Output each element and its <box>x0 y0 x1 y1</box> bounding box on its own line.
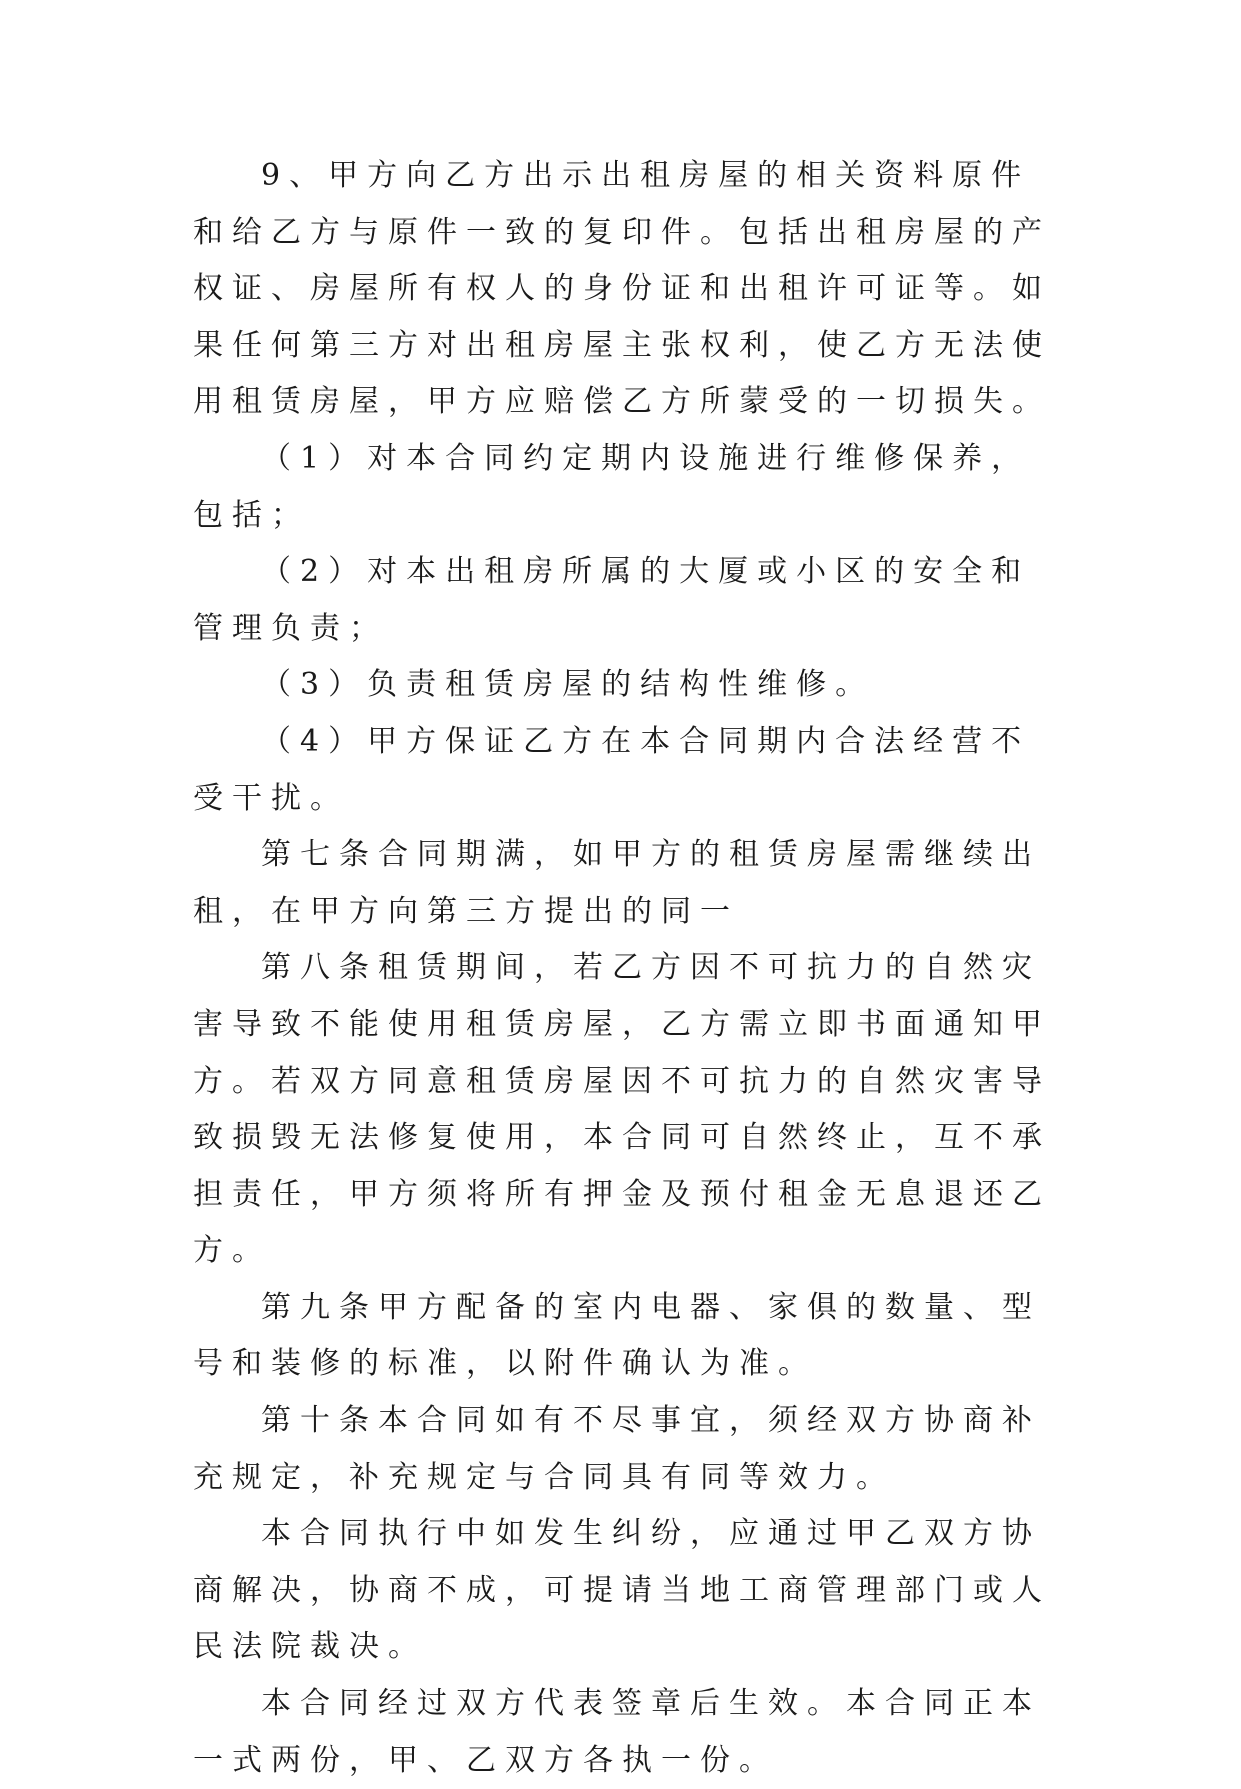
paragraph-item-1: （1）对本合同约定期内设施进行维修保养，包括； <box>193 440 1031 533</box>
paragraph-article-7: 第七条合同期满，如甲方的租赁房屋需继续出租，在甲方向第三方提出的同一 <box>193 837 1041 929</box>
paragraph-dispute-resolution: 本合同执行中如发生纠纷，应通过甲乙双方协商解决，协商不成，可提请当地工商管理部门或人民法院裁决。 <box>193 1516 1051 1665</box>
paragraph-article-10: 第十条本合同如有不尽事宜，须经双方协商补充规定，补充规定与合同具有同等效力。 <box>193 1403 1041 1495</box>
paragraph-item-4: （4）甲方保证乙方在本合同期内合法经营不受干扰。 <box>193 723 1031 816</box>
paragraph-effectiveness: 本合同经过双方代表签章后生效。本合同正本一式两份，甲、乙双方各执一份。 <box>193 1686 1041 1778</box>
document-page <box>193 148 1053 1789</box>
paragraph-article-9: 第九条甲方配备的室内电器、家俱的数量、型号和装修的标准，以附件确认为准。 <box>193 1289 1041 1382</box>
paragraph-clause-9: 9、甲方向乙方出示出租房屋的相关资料原件和给乙方与原件一致的复印件。包括出租房屋的产权证、房屋所有权人的身份证和出租许可证等。如果任何第三方对出租房屋主张权利，使乙方无法使用租赁房屋，甲方应赔偿乙方所蒙受的一切损失。 <box>193 158 1051 420</box>
paragraph-item-2: （2）对本出租房所属的大厦或小区的安全和管理负责； <box>193 554 1031 646</box>
paragraph-article-8: 第八条租赁期间，若乙方因不可抗力的自然灾害导致不能使用租赁房屋，乙方需立即书面通知甲方。若双方同意租赁房屋因不可抗力的自然灾害导致损毁无法修复使用，本合同可自然终止，互不承担责任，甲方须将所有押金及预付租金无息退还乙方。 <box>193 950 1051 1269</box>
paragraph-item-3: （3）负责租赁房屋的结构性维修。 <box>261 667 875 703</box>
